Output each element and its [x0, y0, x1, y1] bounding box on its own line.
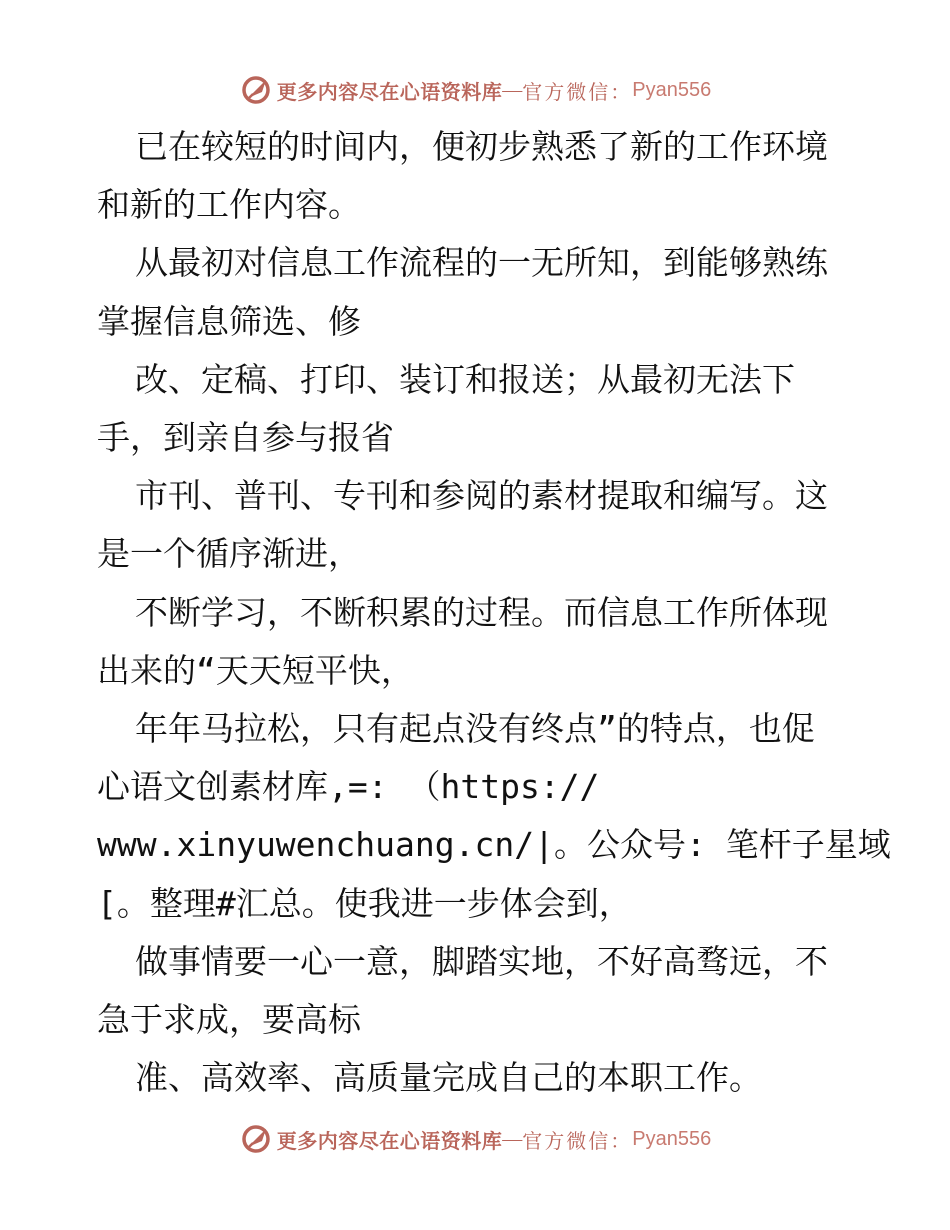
text-line: [。整理#汇总。使我进一步体会到，	[97, 883, 632, 923]
text-line: 和新的工作内容。	[97, 185, 361, 225]
text-line: www.xinyuwenchuang.cn/|。公众号: 笔杆子星域	[97, 825, 891, 865]
text-line: 心语文创素材库,=: （https://	[97, 767, 600, 807]
paragraph-8	[97, 1049, 857, 1107]
paragraph-3	[97, 351, 857, 467]
text-line: 掌握信息筛选、修	[97, 301, 361, 341]
text-line: 是一个循序渐进，	[97, 534, 361, 574]
paragraph-5	[97, 584, 857, 700]
footer-site-text: 更多内容尽在心语资料库	[276, 1128, 503, 1153]
text-line: 市刊、普刊、专刊和参阅的素材提取和编写。这	[135, 476, 828, 516]
text-line: 手，到亲自参与报省	[97, 418, 394, 458]
quill-logo-icon	[239, 73, 273, 107]
text-line: 出来的“天天短平快，	[97, 650, 414, 690]
footer-wechat-label: 官方微信：	[522, 1128, 633, 1153]
text-line: 从最初对信息工作流程的一无所知，到能够熟练	[135, 243, 828, 283]
header-banner	[0, 70, 950, 110]
header-site-text: 更多内容尽在心语资料库	[276, 79, 503, 104]
document-body	[97, 118, 891, 1107]
footer-wechat-id: Pyan556	[632, 1127, 712, 1150]
header-separator: —	[502, 78, 523, 101]
paragraph-1	[97, 118, 857, 234]
paragraph-6	[97, 700, 891, 933]
header-wechat-id: Pyan556	[632, 78, 712, 101]
text-line: 准、高效率、高质量完成自己的本职工作。	[135, 1058, 762, 1098]
paragraph-2	[97, 234, 857, 350]
text-line: 不断学习，不断积累的过程。而信息工作所体现	[135, 592, 828, 632]
text-line: 做事情要一心一意，脚踏实地，不好高骛远，不	[135, 941, 828, 981]
text-line: 年年马拉松，只有起点没有终点”的特点，也促	[135, 709, 815, 749]
paragraph-4	[97, 467, 857, 583]
quill-logo-icon	[239, 1122, 273, 1156]
header-wechat-label: 官方微信：	[522, 79, 633, 104]
text-line: 急于求成，要高标	[97, 1000, 361, 1040]
paragraph-7	[97, 933, 857, 1049]
footer-separator: —	[502, 1127, 523, 1150]
footer-banner	[0, 1119, 950, 1159]
text-line: 已在较短的时间内，便初步熟悉了新的工作环境	[135, 127, 828, 166]
text-line: 改、定稿、打印、装订和报送；从最初无法下	[135, 359, 795, 399]
